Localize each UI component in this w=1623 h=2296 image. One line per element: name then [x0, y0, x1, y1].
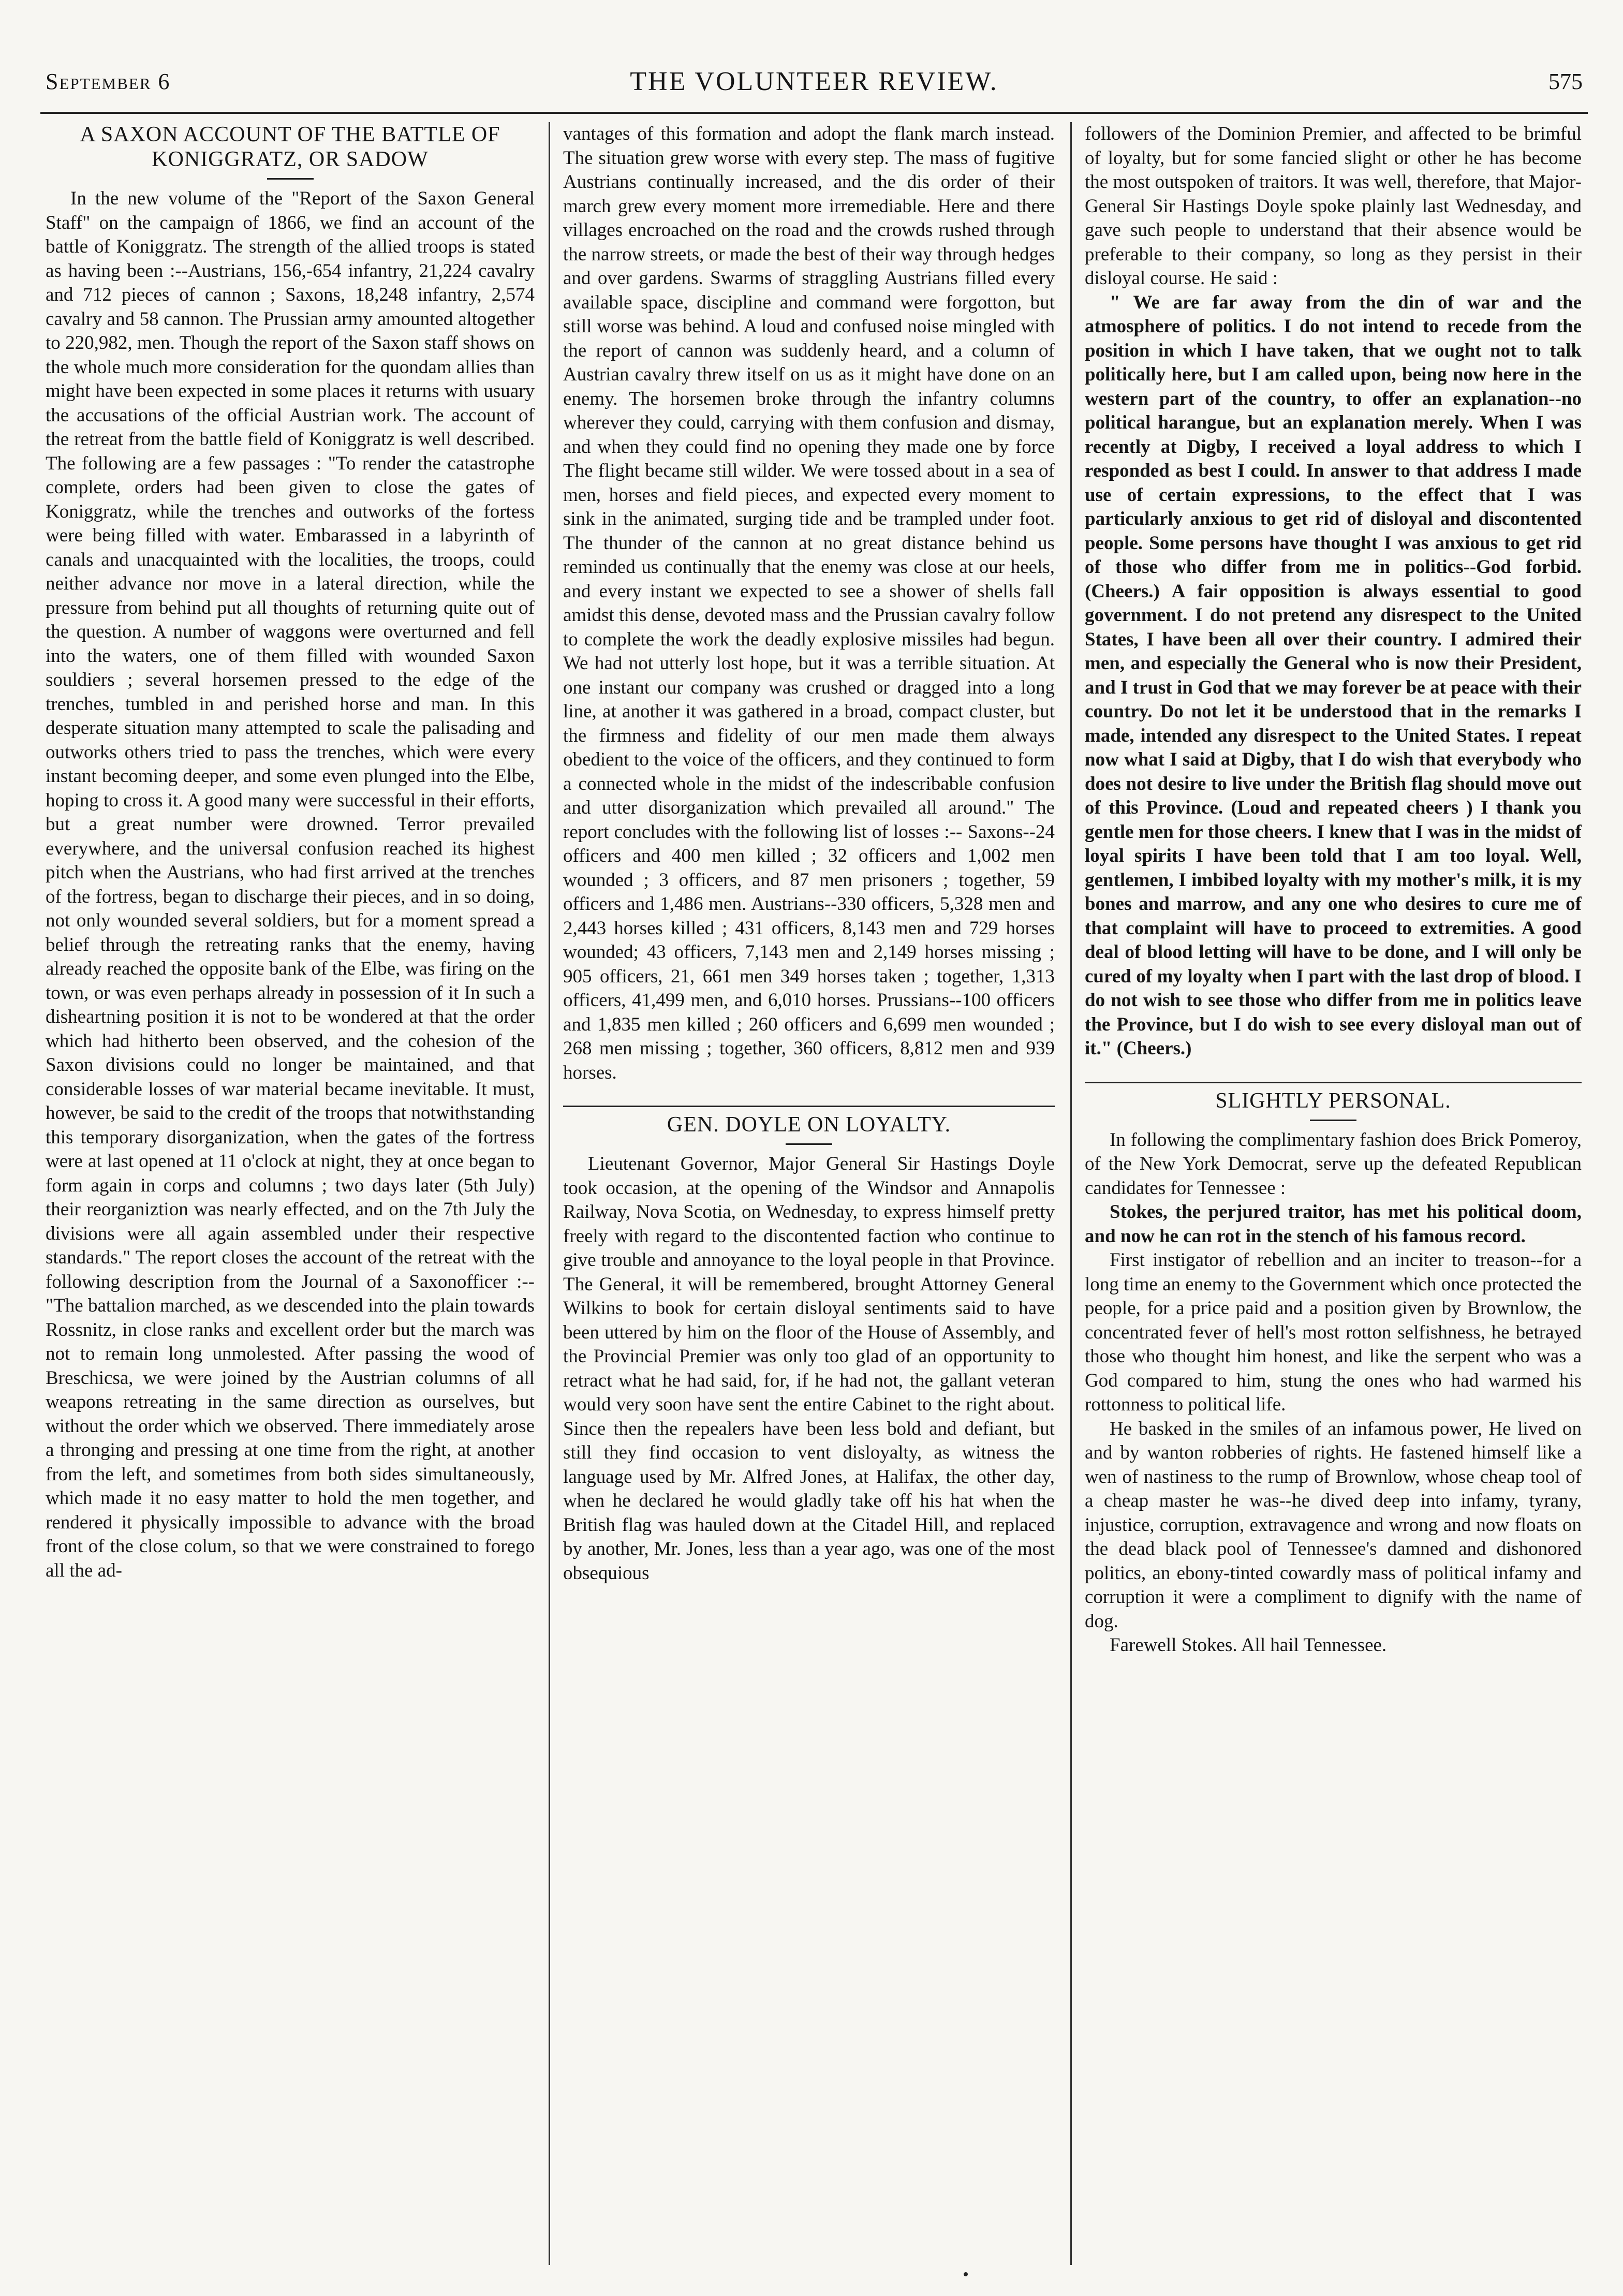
- page-number: 575: [1548, 69, 1583, 94]
- header-rule: [40, 112, 1588, 114]
- article-paragraph-quote: " We are far away from the din of war and the atmosphere of politics. I do not intend to recede from the position in which I have taken, that we ought not to talk politically here, but I am called upon, being now here in the western part of the country, to offer an explanation--no political harangue, but an explanation merely. When I was recently at Digby, I received a loyal address to which I responded as best I could. In answer to that address I made use of certain expressions, to the effect that I was particularly anxious to get rid of disloyal and discontented people. Some persons have thought I was anxious to get rid of those who differ from me in politics--God forbid. (Cheers.) A fair opposition is always essential to good government. I do not pretend any disrespect to the United States, I have been all over their country. I admired their men, and especially the General who is now their President, and I trust in God that we may forever be at peace with their country. Do not let it be understood that in the remarks I made, intended any disrespect to the United States. I repeat now what I said at Digby, that I do wish that everybody who does not desire to live under the British flag should move out of this Province. (Loud and repeated cheers ) I thank you gentle men for those cheers. I knew that I was in the midst of loyal spirits I have been told that I am too loyal. Well, gentlemen, I imbibed loyalty with my mother's milk, it is my bones and marrow, and any one who desires to cure me of that complaint will have to proceed to extremities. A good deal of blood letting will have to be done, and I will only be cured of my loyalty when I part with the last drop of blood. I do not wish to see those who differ from me in politics leave the Province, but I do wish to see every disloyal man out of it." (Cheers.): [1085, 291, 1582, 1059]
- column-3: [1085, 122, 1582, 2265]
- article-paragraph: vantages of this formation and adopt the flank march instead. The situation grew worse with every step. The mass of fugitive Austrians continually increased, and the dis order of their march grew every moment more irremediable. Here and there villages encroached on the road and the crowds rushed through the narrow streets, or made the best of their way through hedges and over gardens. Swarms of straggling Austrians filled every available space, discipline and command were forgotton, but still worse was behind. A loud and confused noise mingled with the report of cannon was suddenly heard, and a column of Austrian cavalry threw itself on us as it might have done on an enemy. The horsemen broke through the infantry columns wherever they could, carrying with them confusion and dismay, and when they could find no opening they made one by force The flight became still wilder. We were tossed about in a sea of men, horses and field pieces, and expected every moment to sink in the animated, surging tide and be trampled under foot. The thunder of the cannon at no great distance behind us reminded us continually that the enemy was close at our heels, and every instant we expected to see a shower of shells fall amidst this dense, devoted mass and the Prussian cavalry follow to complete the work the deadly explosive missiles had begun. We had not utterly lost hope, but it was a terrible situation. At one instant our company was crushed or dragged into a long line, at another it was gathered in a broad, compact cluster, but the firmness and fidelity of our men made them always obedient to the voice of the officers, and they continued to form a connected whole in the midst of the indescribable confusion and utter disorganization which prevailed all around." The report concludes with the following list of losses :-- Saxons--24 officers and 400 men killed ; 32 officers and 1,002 men wounded ; 3 officers, and 87 men prisoners ; together, 59 officers and 1,486 men. Austrians--330 officers, 5,328 men and 2,443 horses killed ; 431 officers, 8,143 men and 729 horses wounded; 43 officers, 7,143 men and 2,149 horses missing ; 905 officers, 21, 661 men 349 horses taken ; together, 1,313 officers, 41,499 men, and 6,010 horses. Prussians--100 officers and 1,835 men killed ; 260 officers and 6,699 men wounded ; 268 men missing ; together, 360 officers, 8,812 men and 939 horses.: [563, 123, 1055, 1083]
- article-paragraph: Farewell Stokes. All hail Tennessee.: [1110, 1635, 1387, 1656]
- title-rule: [267, 178, 314, 180]
- article-paragraph: In following the complimentary fashion does Brick Pomeroy, of the New York Democrat, serve up the defeated Republican candidates for Tennessee :: [1085, 1129, 1582, 1199]
- section-gap: [1085, 1061, 1582, 1082]
- column-1: [46, 122, 535, 2265]
- column-2: [563, 122, 1055, 2265]
- section-rule: [563, 1106, 1055, 1107]
- column-divider: [1070, 122, 1072, 2265]
- title-rule: [786, 1143, 832, 1145]
- newspaper-page: [40, 61, 1588, 2266]
- issue-date: September 6: [46, 69, 171, 94]
- page-dot: [964, 2272, 968, 2276]
- article-paragraph: He basked in the smiles of an infamous power, He lived on and by wanton robberies of rights. He fastened himself like a wen of nastiness to the rump of Brownlow, whose cheap tool of a cheap master he was--he dived deep into infamy, tyrany, injustice, corruption, extravagence and wrong and now floats on the dead black pool of Tennessee's damned and dishonored politics, an ebony-tinted cowardly mass of political infamy and corruption it were a compliment to dignify with the name of dog.: [1085, 1418, 1582, 1632]
- article-title-slightly-personal: SLIGHTLY PERSONAL.: [1215, 1088, 1451, 1113]
- article-paragraph: followers of the Dominion Premier, and affected to be brimful of loyalty, but for some fancied slight or other he has become the most outspoken of traitors. It was well, therefore, that Major-General Sir Hastings Doyle spoke plainly last Wednesday, and gave such people to understand that their absence would be preferable to their company, so long as they persist in their disloyal course. He said :: [1085, 123, 1582, 289]
- article-paragraph: First instigator of rebellion and an inciter to treason--for a long time an enemy to the Government which once protected the people, for a price paid and a position given by Brownlow, the concentrated fever of hell's most rotton selfishness, he betrayed those who thought him honest, and like the serpent who was a God compared to him, stung the ones who had warmed his rottonness to political life.: [1085, 1249, 1582, 1415]
- column-divider: [549, 122, 550, 2265]
- article-paragraph: Stokes, the perjured traitor, has met his political doom, and now he can rot in the stench of his famous record.: [1085, 1201, 1582, 1247]
- publication-title: THE VOLUNTEER REVIEW.: [630, 67, 998, 96]
- title-rule: [1310, 1120, 1356, 1121]
- article-paragraph: In the new volume of the "Report of the Saxon General Staff" on the campaign of 1866, we find an account of the battle of Koniggratz. The strength of the allied troops is stated as having been :--Austrians, 156,-654 infantry, 21,224 cavalry and 712 pieces of cannon ; Saxons, 18,248 infantry, 2,574 cavalry and 58 cannon. The Prussian army amounted altogether to 220,982, men. Though the report of the Saxon staff shows on the whole much more consideration for the quondam allies than might have been expected in some places it returns with usuary the accusations of the official Austrian work. The account of the retreat from the battle field of Koniggratz is well described. The following are a few passages : "To render the catastrophe complete, orders had been given to close the gates of Koniggratz, while the trenches and outworks of the fortess were being filled with water. Embarassed in a labyrinth of canals and unacquainted with the localities, the troops, could neither advance nor move in a lateral direction, while the pressure from behind put all thoughts of returning quite out of the question. A number of waggons were overturned and fell into the waters, one of them filled with wounded Saxon souldiers ; several horsemen pressed to the edge of the trenches, tumbled in and perished horse and man. In this desperate situation many attempted to scale the palisading and outworks others tried to pass the trenches, which were every instant becoming deeper, and some even plunged into the Elbe, hoping to cross it. A good many were successful in their efforts, but a great number were drowned. Terror prevailed everywhere, and the universal confusion reached its highest pitch when the Austrians, who had first arrived at the trenches of the fortress, began to discharge their pieces, and in so doing, not only wounded several soldiers, but for a moment spread a belief through the retreating ranks that the enemy, having already reached the opposite bank of the Elbe, was firing on the town, or was even perhaps already in possession of it In such a disheartning position it is not to be wondered at that the order which had hitherto been observed, and the cohesion of the Saxon divisions could no longer be maintained, and that considerable losses of war material became inevitable. It must, however, be said to the credit of the troops that notwithstanding this temporary disorganization, when the gates of the fortress were at last opened at 11 o'clock at night, they at once began to form again in corps and columns ; two days later (5th July) their reorganiztion was nearly effected, and on the 7th July the divisions were all again assembled under their respective standards." The report closes the account of the retreat with the following description from the Journal of a Saxonofficer :--"The battalion marched, as we descended into the plain towards Rossnitz, in close ranks and excellent order but the march was not to remain long unmolested. After passing the wood of Breschicsa, we were joined by the Austrian columns of all weapons retreating in the same direction as ourselves, but without the order which we observed. There immediately arose a thronging and pressing at one time from the right, at another from the left, and sometimes from both sides simultaneously, which made it no easy matter to hold the men together, and rendered it physically impossible to advance with the broad front of the close colum, so that we were constrained to forego all the ad-: [46, 188, 535, 1581]
- section-gap: [563, 1085, 1055, 1106]
- article-title-doyle: GEN. DOYLE ON LOYALTY.: [667, 1113, 951, 1137]
- article-paragraph: Lieutenant Governor, Major General Sir Hastings Doyle took occasion, at the opening of the Windsor and Annapolis Railway, Nova Scotia, on Wednesday, to express himself pretty freely with regard to the discontented faction who continue to give trouble and annoyance to the loyal people in that Province. The General, it will be remembered, brought Attorney General Wilkins to book for certain disloyal sentiments said to have been uttered by him on the floor of the House of Assembly, and the Provincial Premier was only too glad of an opportunity to retract what he had said, for, if he had not, the gallant veteran would very soon have sent the entire Cabinet to the right about. Since then the repealers have been less bold and defiant, but still they find occasion to vent disloyalty, as witness the language used by Mr. Alfred Jones, at Halifax, the other day, when he declared he would gladly take off his hat when the British flag was hauled down at the Citadel Hill, and replaced by another, Mr. Jones, less than a year ago, was one of the most obsequious: [563, 1153, 1055, 1584]
- masthead: [40, 61, 1588, 102]
- article-title-saxon-account: A SAXON ACCOUNT OF THE BATTLE OF KONIGGRATZ, OR SADOW: [80, 123, 500, 171]
- section-rule: [1085, 1082, 1582, 1083]
